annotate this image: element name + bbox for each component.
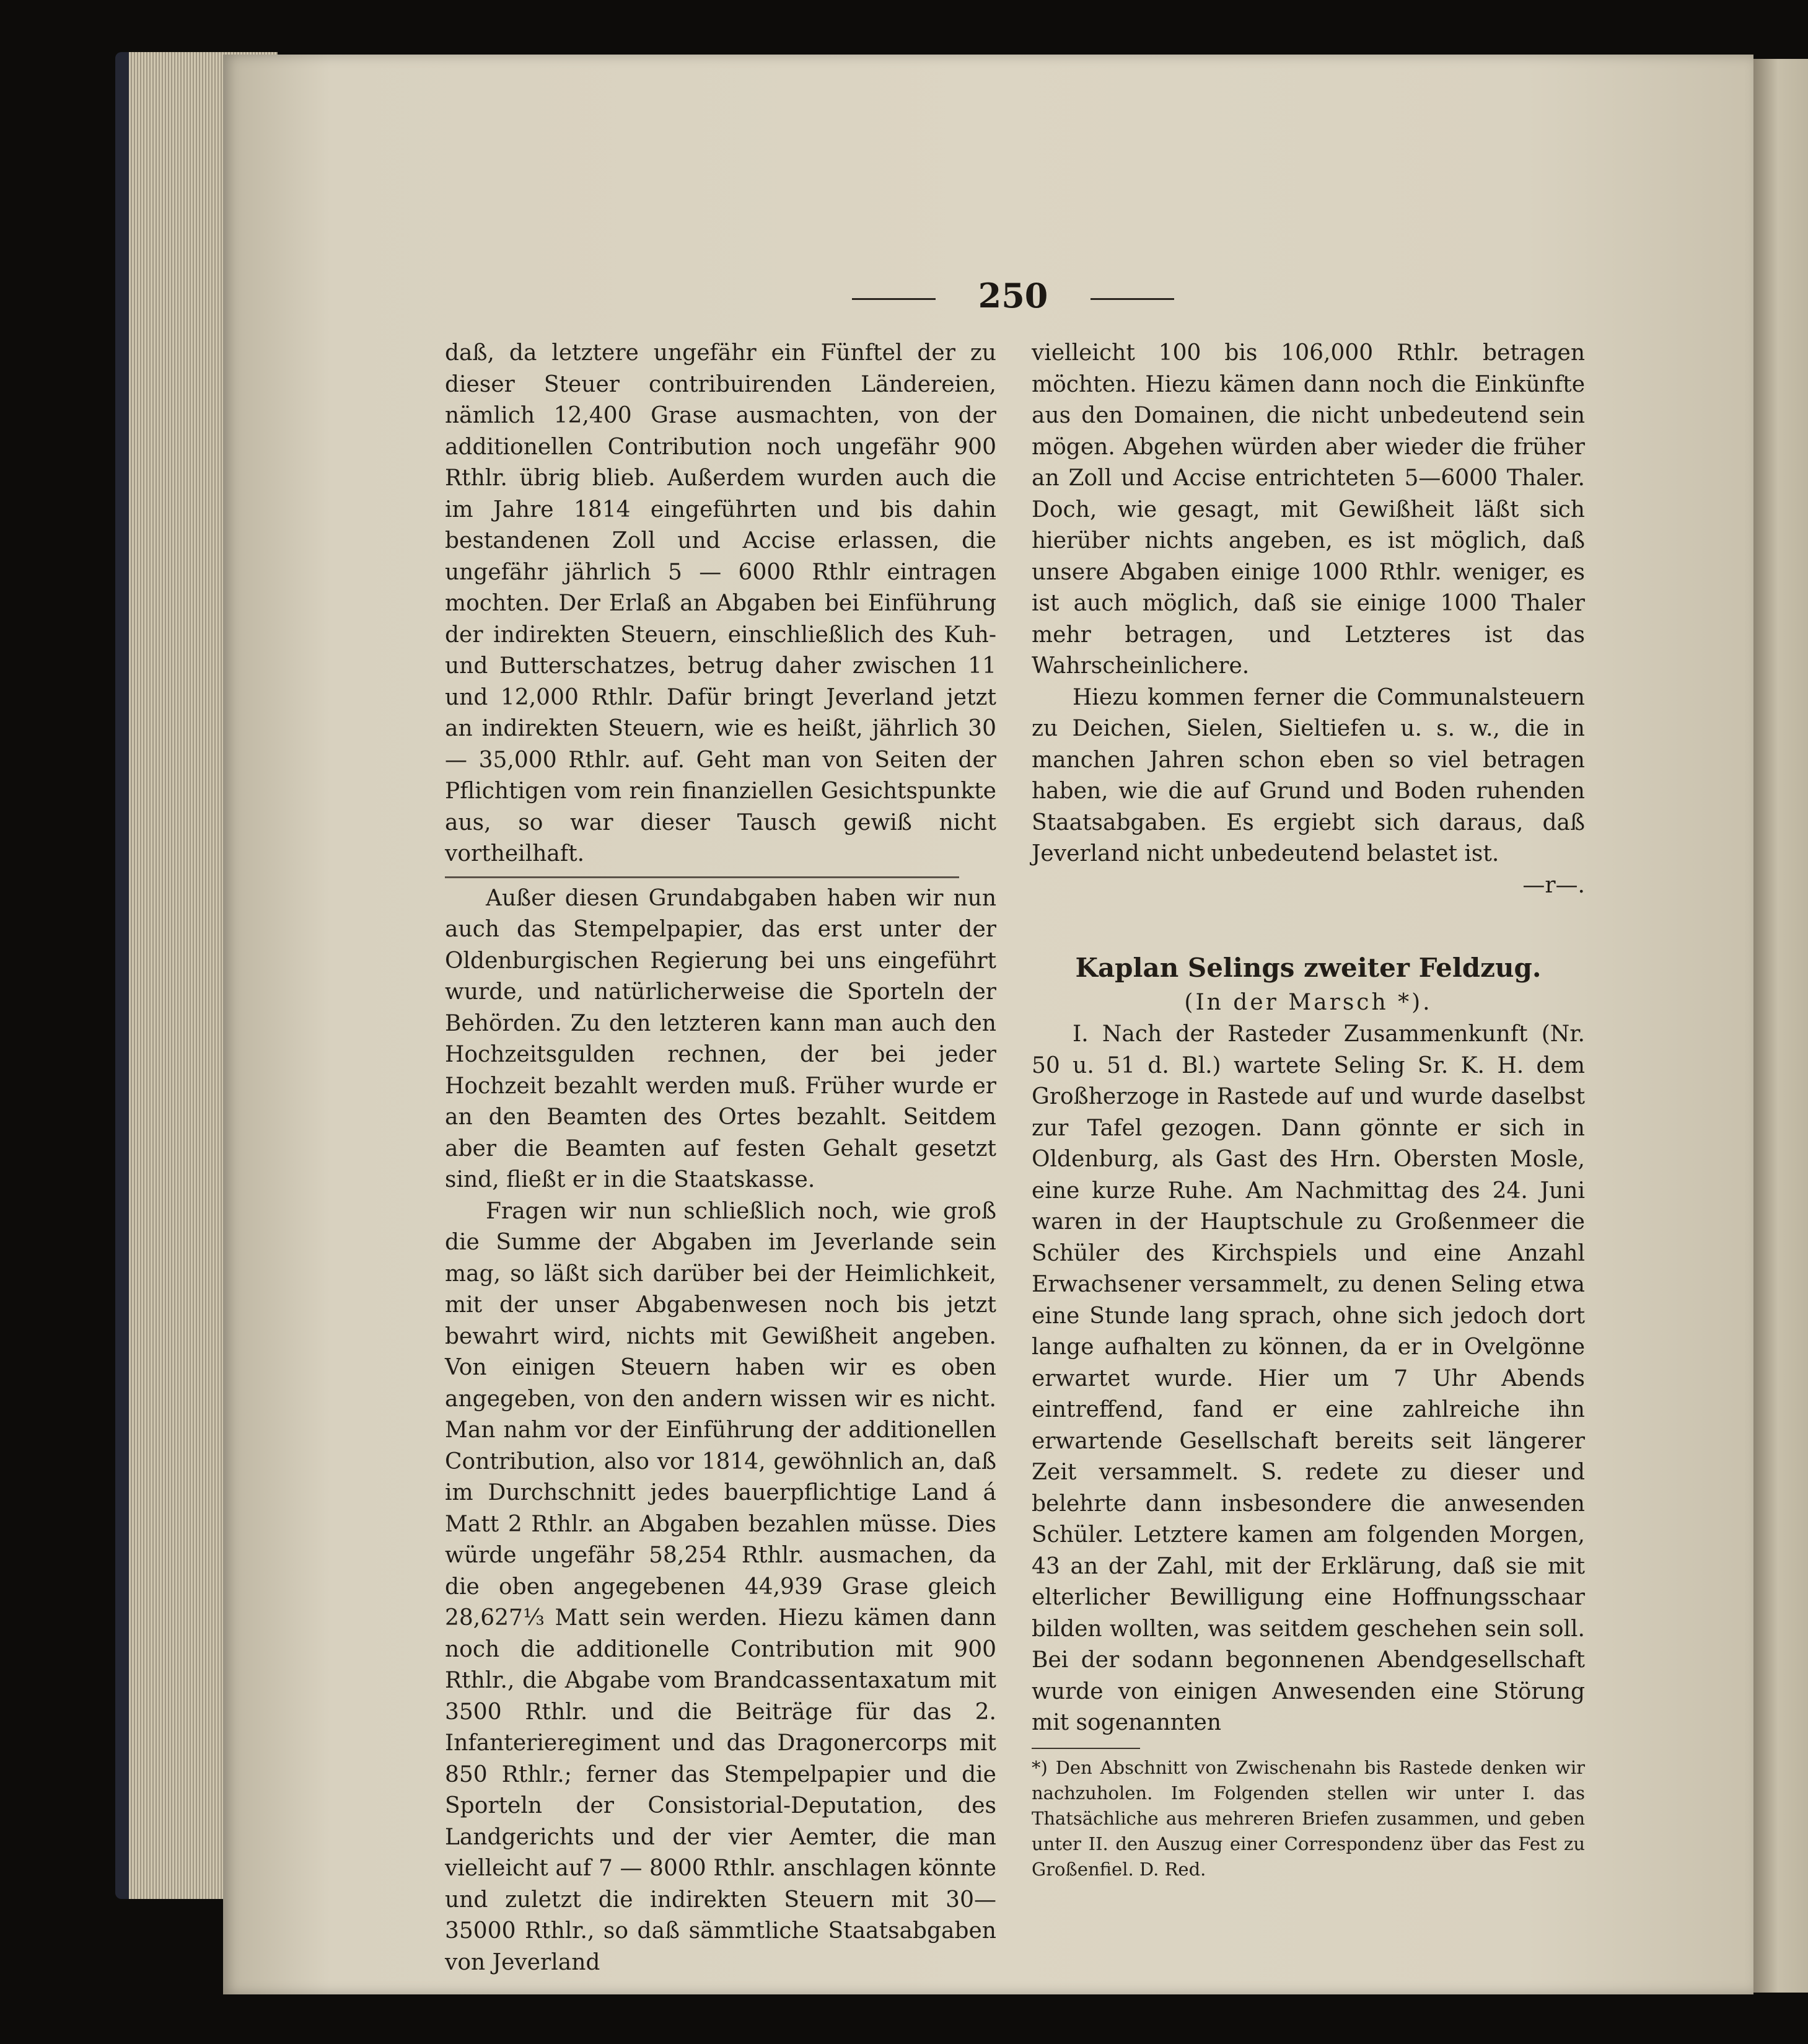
page-number: 250 bbox=[978, 276, 1048, 315]
paragraph: vielleicht 100 bis 106,000 Rthlr. betragen möchten. Hiezu kämen dann noch die Einkünfte aus den Domainen, die nicht unbedeutend sein mögen. Abgehen würden aber wieder die früher an Zoll und Accise entrichteten 5—6000 Thaler. Doch, wie gesagt, mit Gewißheit läßt sich hierüber nichts angeben, es ist möglich, daß unsere Abgaben einige 1000 Rthlr. weniger, es ist auch möglich, daß sie einige 1000 Thaler mehr betragen, und Letzteres ist das Wahrscheinlichere. bbox=[1032, 340, 1585, 679]
paragraph: daß, da letztere ungefähr ein Fünftel der zu dieser Steuer contribuirenden Ländereien, nämlich 12,400 Grase ausmachten, von der additionellen Contribution noch ungefähr 900 Rthlr. übrig blieb. Außerdem wurden auch die im Jahre 1814 eingeführten und bis dahin bestandenen Zoll und Accise erlassen, die ungefähr jährlich 5 — 6000 Rthlr eintragen mochten. Der Erlaß an Abgaben bei Einführung der indirekten Steuern, einschließlich des Kuh- und Butterschatzes, betrug daher zwischen 11 und 12,000 Rthlr. Dafür bringt Jeverland jetzt an indirekten Steuern, wie es heißt, jährlich 30 — 35,000 Rthlr. auf. Geht man von Seiten der Pflichtigen vom rein finanziellen Gesichtspunkte aus, so war dieser Tausch gewiß nicht vortheilhaft. bbox=[445, 340, 996, 866]
paragraph: I. Nach der Rasteder Zusammenkunft (Nr. 50 u. 51 d. Bl.) wartete Seling Sr. K. H. dem Großherzoge in Rastede auf und wurde daselbst zur Tafel gezogen. Dann gönnte er sich in Oldenburg, als Gast des Hrn. Obersten Mosle, eine kurze Ruhe. Am Nachmittag des 24. Juni waren in der Hauptschule zu Großenmeer die Schüler des Kirchspiels und eine Anzahl Erwachsener versammelt, zu denen Seling etwa eine Stunde lang sprach, ohne sich jedoch dort lange aufhalten zu können, da er in Ovelgönne erwartet wurde. Hier um 7 Uhr Abends eintreffend, fand er eine zahlreiche ihn erwartende Gesellschaft bereits seit längerer Zeit versammelt. S. redete zu dieser und belehrte dann insbesondere die anwesenden Schüler. Letztere kamen am folgenden Morgen, 43 an der Zahl, mit der Erklärung, daß sie mit elterlicher Bewilligung eine Hoffnungsschaar bilden wollten, was seitdem geschehen sein soll. Bei der sodann begonnenen Abendgesellschaft wurde von einigen Anwesenden eine Störung mit sogenannten bbox=[1032, 1021, 1585, 1735]
paragraph: Hiezu kommen ferner die Communalsteuern zu Deichen, Sielen, Sieltiefen u. s. w., die in manchen Jahren schon eben so viel betragen haben, wie die auf Grund und Boden ruhenden Staatsabgaben. Es ergiebt sich daraus, daß Jeverland nicht unbedeutend belastet ist. bbox=[1032, 684, 1585, 866]
footnote-rule bbox=[1032, 1748, 1140, 1749]
header-rule-right bbox=[1091, 298, 1174, 300]
footnote: *) Den Abschnitt von Zwischenahn bis Rastede denken wir nachzuholen. Im Folgenden stellen wir unter I. das Thatsächliche aus mehreren Briefen zusammen, und geben unter II. den Auszug einer Correspondenz über das Fest zu Großenfiel. D. Red. bbox=[1032, 1756, 1585, 1880]
right-column bbox=[1032, 338, 1585, 1882]
paragraph: Außer diesen Grundabgaben haben wir nun auch das Stempelpapier, das erst unter der Oldenburgischen Regierung bei uns eingeführt wurde, und natürlicherweise die Sporteln der Behörden. Zu den letzteren kann man auch den Hochzeitsgulden rechnen, der bei jeder Hochzeit bezahlt werden muß. Früher wurde er an den Beamten des Ortes bezahlt. Seitdem aber die Beamten auf festen Gehalt gesetzt sind, fließt er in die Staatskasse. bbox=[445, 885, 996, 1192]
section-divider bbox=[445, 876, 959, 878]
article-subtitle: (In der Marsch *). bbox=[1184, 990, 1433, 1015]
paragraph: Fragen wir nun schließlich noch, wie groß die Summe der Abgaben im Jeverlande sein mag, so läßt sich darüber bei der Heimlichkeit, mit der unser Abgabenwesen noch bis jetzt bewahrt wird, nichts mit Gewißheit angeben. Von einigen Steuern haben wir es oben angegeben, von den andern wissen wir es nicht. Man nahm vor der Einführung der additionellen Contribution, also vor 1814, gewöhnlich an, daß im Durchschnitt jedes bauerpflichtige Land á Matt 2 Rthlr. an Abgaben bezahlen müsse. Dies würde ungefähr 58,254 Rthlr. ausmachen, da die oben angegebenen 44,939 Grase gleich 28,627⅓ Matt sein werden. Hiezu kämen dann noch die additionelle Contribution mit 900 Rthlr., die Abgabe vom Brandcassentaxatum mit 3500 Rthlr. und die Beiträge für das 2. Infanterieregiment und das Dragonercorps mit 850 Rthlr.; ferner das Stempelpapier und die Sporteln der Consistorial-Deputation, des Landgerichts und der vier Aemter, die man vielleicht auf 7 — 8000 Rthlr. anschlagen könnte und zuletzt die indirekten Steuern mit 30—35000 Rthlr., so daß sämmtliche Staatsabgaben von Jeverland bbox=[445, 1198, 996, 1975]
left-column bbox=[445, 338, 996, 1978]
adjacent-page-edge bbox=[1753, 59, 1808, 1993]
page-header bbox=[852, 276, 1174, 319]
article-title: Kaplan Selings zweiter Feldzug. bbox=[1075, 953, 1542, 983]
author-signature: —r—. bbox=[1522, 872, 1585, 898]
